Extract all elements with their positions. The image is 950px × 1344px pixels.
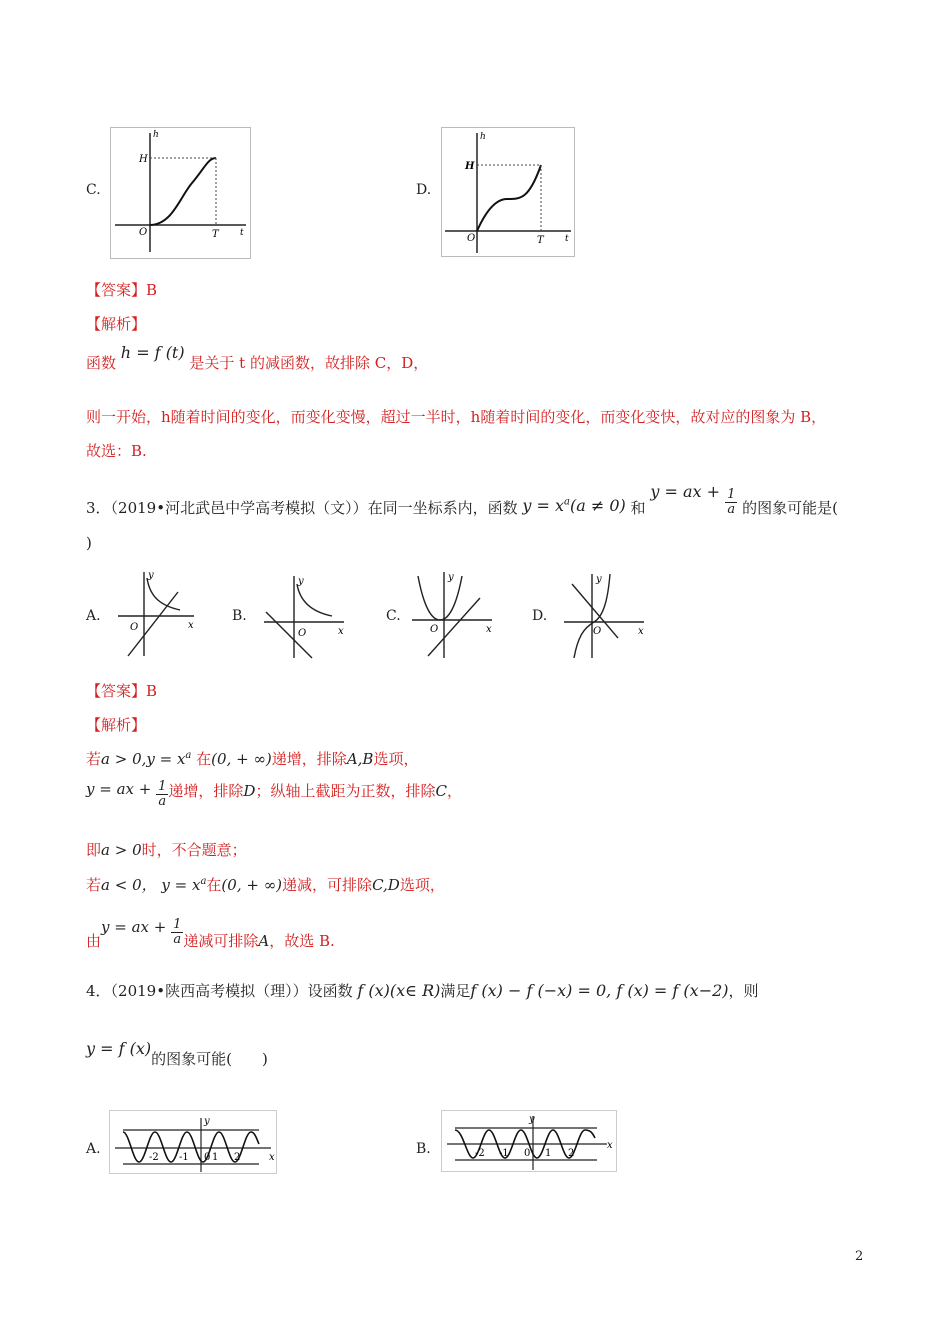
axis-label-T: T <box>212 229 219 240</box>
option-d-label: D. <box>416 182 432 198</box>
q3-option-d-label: D. <box>532 608 548 624</box>
q4a-y-label: y <box>204 1116 210 1127</box>
q2-analysis-line1 <box>86 343 429 373</box>
q3-stem-and: 和 <box>630 498 646 517</box>
axis-label-T: T <box>537 235 544 246</box>
q3-analysis-step2: y = ax + $\frac{1}{a}$ 递增，排除D；纵轴上截距为正数，排除C， <box>86 779 462 809</box>
q2-analysis-line3: 故选：B. <box>86 442 147 460</box>
q4a-tick-0: 0 <box>204 1152 211 1163</box>
q2-answer: 【答案】B <box>86 281 158 299</box>
q3-graph-b <box>262 572 348 660</box>
axis-label-h: h <box>480 132 486 142</box>
option-c-label: C. <box>86 182 101 198</box>
q4b-y-label: y <box>529 1114 535 1125</box>
q3b-o-label: O <box>298 628 307 639</box>
q4a-tick-neg2: -2 <box>149 1152 159 1163</box>
q3-analysis-step5: 由y = ax + $\frac{1}{a}$ 递减可排除A，故选 B. <box>86 917 335 951</box>
axis-label-H: H <box>139 154 148 165</box>
q4a-tick-1: 1 <box>212 1152 219 1163</box>
q3a-o-label: O <box>130 622 139 633</box>
q4a-tick-neg1: -1 <box>179 1152 189 1163</box>
q3d-x-label: x <box>638 626 644 637</box>
q3a-y-label: y <box>148 570 154 581</box>
q2-line1-func: h = f (t) <box>120 343 185 362</box>
q3-answer: 【答案】B <box>86 682 158 700</box>
q3-stem-pre: 3．（2019•河北武邑中学高考模拟（文））在同一坐标系内，函数 <box>86 498 518 517</box>
q3a-x-label: x <box>188 620 194 631</box>
q4b-tick-0: 0 <box>524 1148 531 1159</box>
q4-graph-b <box>441 1110 617 1172</box>
axis-label-t: t <box>240 228 244 238</box>
q3-stem-post: 的图象可能是( <box>742 498 839 517</box>
q4a-x-label: x <box>269 1152 275 1163</box>
q3-analysis-step4: 若a < 0， $y = x^a$在(0, + ∞)递减，可排除C,D选项， <box>86 876 445 894</box>
q2-line1-post: 是关于 t 的减函数，故排除 C，D， <box>189 354 429 372</box>
q3d-o-label: O <box>593 626 602 637</box>
axis-label-h: h <box>153 130 159 140</box>
q4b-tick-1: 1 <box>545 1148 552 1159</box>
q3-option-a-label: A. <box>86 608 101 624</box>
q4b-tick-neg2: -2 <box>475 1148 485 1159</box>
q3-graph-d <box>562 570 648 660</box>
q2-analysis-line2: 则一开始，h随着时间的变化，而变化变慢，超过一半时，h随着时间的变化，而变化变快，故对应的图象为 B， <box>86 408 827 426</box>
q3-option-b-label: B. <box>232 608 247 624</box>
q4-graph-a <box>109 1110 277 1174</box>
q4b-x-label: x <box>607 1140 613 1151</box>
page-number: 2 <box>855 1249 864 1264</box>
q3-option-c-label: C. <box>386 608 401 624</box>
q3-stem-func1: $y = x^a(a \ne 0)$ <box>522 495 626 515</box>
q3b-y-label: y <box>298 576 304 587</box>
q4b-tick-2: 2 <box>568 1148 575 1159</box>
q4-stem-line2: y = f (x)的图象可能( ) <box>86 1039 268 1068</box>
q3-stem <box>86 478 839 517</box>
q3b-x-label: x <box>338 626 344 637</box>
q3-analysis-step1: 若$a > 0,y = x^a$ 在(0, + ∞)递增，排除A,B选项， <box>86 750 419 768</box>
axis-label-H: H <box>465 161 475 172</box>
q3d-y-label: y <box>596 574 602 585</box>
q2-line1-pre: 函数 <box>86 354 117 372</box>
axis-label-O: O <box>139 227 148 238</box>
axis-label-O: O <box>467 233 476 244</box>
q3-stem-func2: y = ax + $\frac{1}{a}$ <box>650 481 736 517</box>
q4b-tick-neg1: -1 <box>499 1148 509 1159</box>
q4-option-b-label: B. <box>416 1141 431 1157</box>
graph-option-d <box>441 127 575 257</box>
graph-option-c <box>110 127 251 259</box>
q3-analysis-step3: 即a > 0时，不合题意； <box>86 841 247 859</box>
q3c-x-label: x <box>486 624 492 635</box>
q4-stem: 4．（2019•陕西高考模拟（理））设函数 f (x)(x∈ R)满足f (x) − f (−x) = 0, f (x) = f (x−2)，则 <box>86 981 759 1000</box>
axis-label-t: t <box>565 234 569 244</box>
q4-option-a-label: A. <box>86 1141 101 1157</box>
q3-analysis-title: 【解析】 <box>86 716 147 734</box>
q2-analysis-title: 【解析】 <box>86 315 147 333</box>
q3c-o-label: O <box>430 624 439 635</box>
q3c-y-label: y <box>448 572 454 583</box>
q3-graph-a <box>116 568 200 660</box>
q3-stem-close: ) <box>86 534 92 552</box>
q3-graph-c <box>410 568 496 660</box>
q4a-tick-2: 2 <box>234 1152 241 1163</box>
